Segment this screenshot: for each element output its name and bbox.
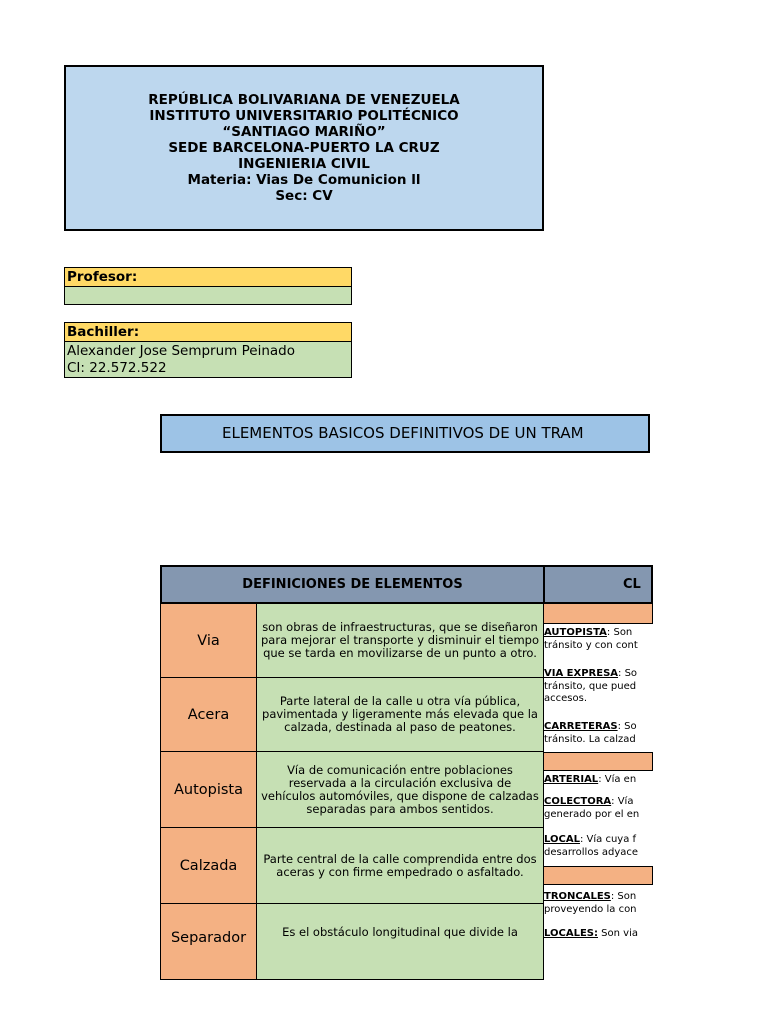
- bachiller-ci[interactable]: CI: 22.572.522: [64, 359, 352, 378]
- element-definition-autopista: Vía de comunicación entre poblaciones reservada a la circulación exclusiva de vehículos automóviles, que dispone de calzadas separadas para ambos sentidos.: [256, 751, 544, 828]
- element-definition-via: son obras de infraestructuras, que se diseñaron para mejorar el transporte y disminuir el tiempo que se tarda en movilizarse de un punto a otro.: [256, 603, 544, 678]
- header-line: INGENIERIA CIVIL: [238, 156, 370, 172]
- element-name-via: Via: [160, 603, 257, 678]
- class-entry: AUTOPISTA: Son tránsito y con cont: [544, 627, 638, 651]
- header-line: INSTITUTO UNIVERSITARIO POLITÉCNICO: [149, 108, 459, 124]
- bachiller-name[interactable]: Alexander Jose Semprum Peinado: [64, 342, 352, 360]
- class-group-band: [543, 866, 653, 885]
- class-entry: COLECTORA: Vía generado por el en: [544, 796, 640, 820]
- profesor-label: Profesor:: [64, 267, 352, 287]
- class-entry: TRONCALES: Son proveyendo la con: [544, 891, 637, 915]
- section-title: ELEMENTOS BASICOS DEFINITIVOS DE UN TRAM: [160, 414, 650, 453]
- class-entry: LOCALES: Son via: [544, 928, 638, 939]
- profesor-value[interactable]: [64, 287, 352, 305]
- class-group-band: [543, 603, 653, 624]
- column-header-classes: CL: [543, 565, 653, 604]
- class-entry: ARTERIAL: Vía en: [544, 774, 637, 785]
- header-line: “SANTIAGO MARIÑO”: [222, 124, 386, 140]
- header-line: SEDE BARCELONA-PUERTO LA CRUZ: [168, 140, 440, 156]
- bachiller-label: Bachiller:: [64, 322, 352, 342]
- element-name-autopista: Autopista: [160, 751, 257, 828]
- class-entry: LOCAL: Vía cuya f desarrollos adyace: [544, 834, 639, 858]
- institution-header: [64, 65, 544, 231]
- column-header-definitions: DEFINICIONES DE ELEMENTOS: [160, 565, 545, 604]
- header-line: Sec: CV: [275, 188, 333, 204]
- class-entry: VIA EXPRESA: So tránsito, que pued accesos.: [544, 668, 638, 704]
- header-line: Materia: Vias De Comunicion ll: [187, 172, 421, 188]
- class-entry: CARRETERAS: So tránsito. La calzad: [544, 721, 637, 745]
- element-name-separador: Separador: [160, 903, 257, 980]
- class-group-band: [543, 752, 653, 771]
- element-definition-calzada: Parte central de la calle comprendida entre dos aceras y con firme empedrado o asfaltado.: [256, 827, 544, 904]
- element-name-calzada: Calzada: [160, 827, 257, 904]
- element-definition-acera: Parte lateral de la calle u otra vía pública, pavimentada y ligeramente más elevada que la calzada, destinada al paso de peatones.: [256, 677, 544, 752]
- element-name-acera: Acera: [160, 677, 257, 752]
- element-definition-separador: Es el obstáculo longitudinal que divide la: [256, 903, 544, 980]
- header-line: REPÚBLICA BOLIVARIANA DE VENEZUELA: [148, 92, 460, 108]
